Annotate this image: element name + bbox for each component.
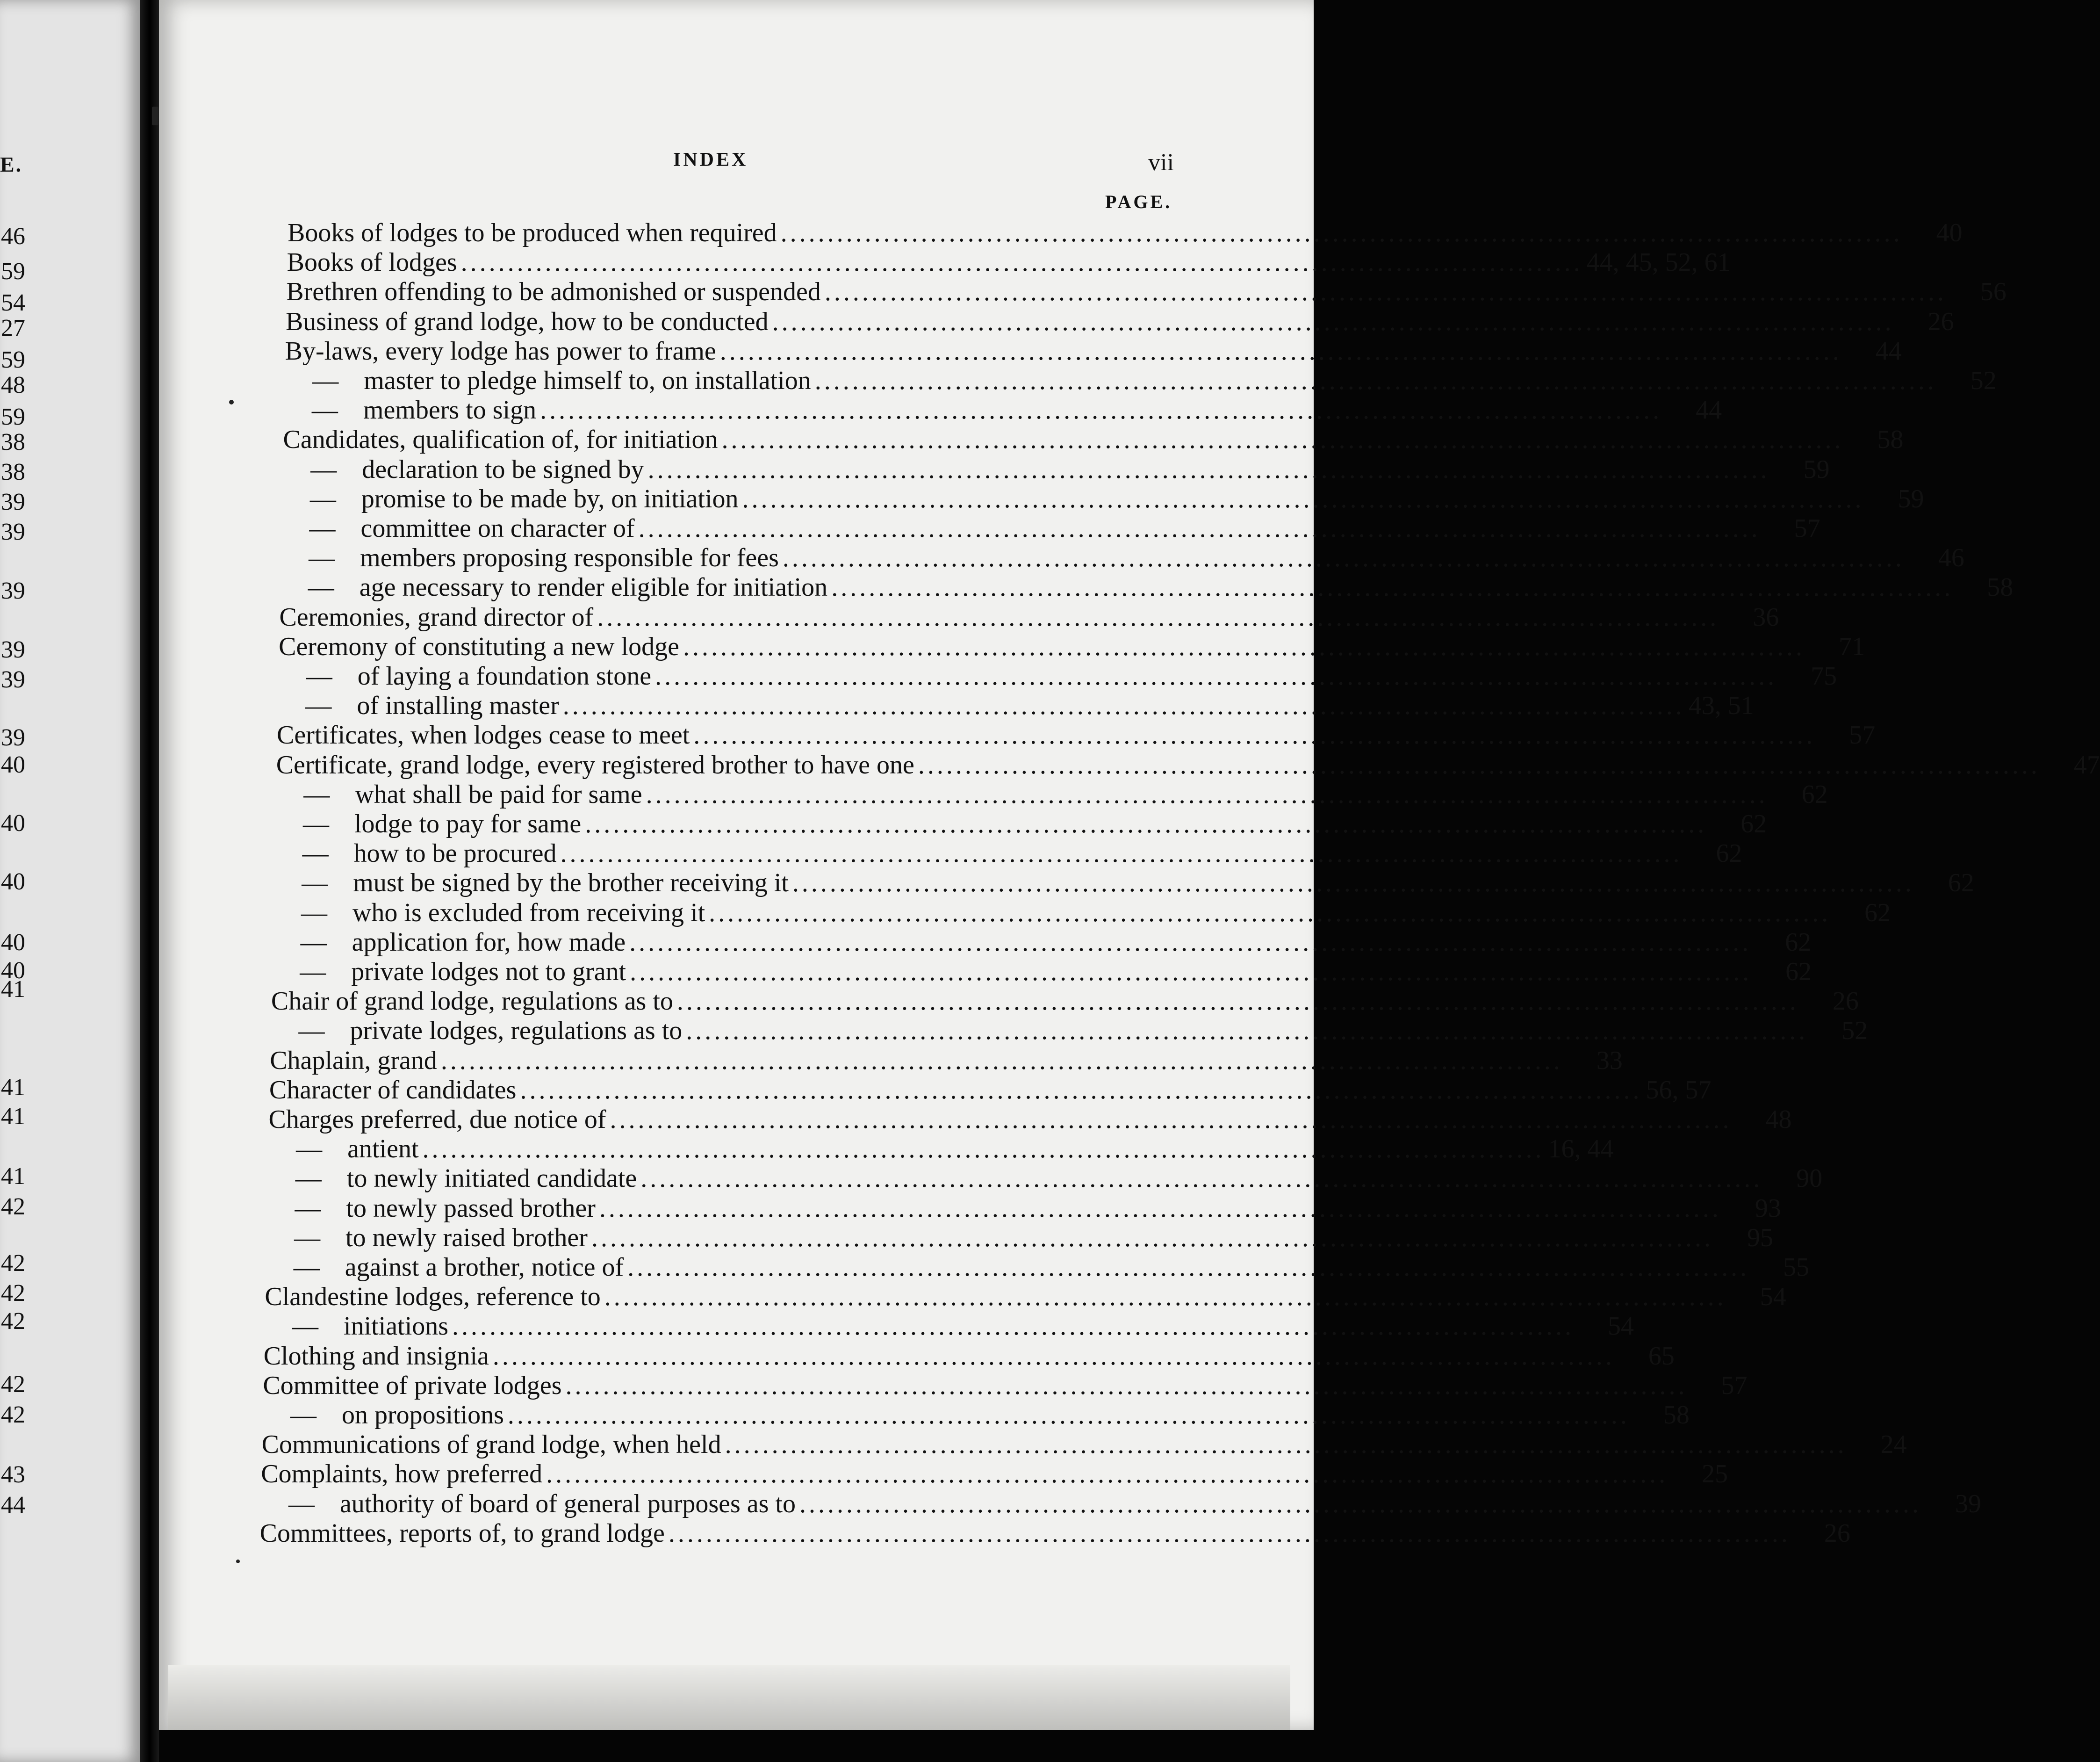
index-entry <box>280 572 2014 602</box>
dot-leader: ........................................................................................................................ <box>520 1075 1642 1105</box>
dot-leader: ........................................................................................................................ <box>540 396 1662 425</box>
subentry-dash: — <box>306 662 332 691</box>
facing-page-number: 41 <box>1 1103 25 1130</box>
page-reference: 62 <box>1948 868 1974 898</box>
facing-page-number: 38 <box>1 429 25 455</box>
subentry-text: age necessary to render eligible for initiation <box>359 573 828 602</box>
page-reference: 93 <box>1755 1193 1781 1223</box>
index-entry <box>272 957 1812 987</box>
subentry-dash: — <box>288 1489 315 1518</box>
facing-page-number: 40 <box>1 868 25 895</box>
entry-text: Candidates, qualification of, for initiation <box>283 425 718 455</box>
index-entry <box>285 307 1954 337</box>
dot-leader: ........................................................................................................................ <box>507 1401 1630 1430</box>
subentry-text: to newly initiated candidate <box>346 1164 637 1193</box>
index-entry <box>273 898 1891 928</box>
entry-text: Complaints, how preferred <box>261 1459 543 1489</box>
subentry-dash: — <box>309 514 336 543</box>
index-entry <box>279 602 1779 632</box>
dot-leader: ........................................................................................................................ <box>792 868 1914 898</box>
subentry-dash: — <box>311 396 338 425</box>
dot-leader: ........................................................................................................................ <box>591 1223 1713 1252</box>
index-entry <box>259 1518 1850 1548</box>
entry-text: Committee of private lodges <box>263 1371 562 1400</box>
dot-leader: ........................................................................................................................ <box>814 366 1937 395</box>
page-reference: 43, 51 <box>1688 691 1754 721</box>
subentry-dash: — <box>308 573 334 602</box>
page-reference: 44 <box>1696 396 1722 425</box>
index-entry <box>263 1341 1675 1371</box>
page-reference: 59 <box>1803 455 1830 484</box>
page-folio: vii <box>1148 149 1174 176</box>
dot-leader: ........................................................................................................................ <box>725 1430 1847 1459</box>
facing-page-number: 38 <box>1 459 25 485</box>
dot-leader: ........................................................................................................................ <box>693 721 1816 750</box>
page-reference: 62 <box>1864 898 1891 927</box>
index-entry <box>266 1193 1781 1223</box>
subentry-dash: — <box>300 927 327 957</box>
index-entry <box>285 336 1902 366</box>
page-reference: 47 <box>2073 750 2100 780</box>
subentry-dash: — <box>292 1312 319 1341</box>
subentry-dash: — <box>295 1193 321 1223</box>
subentry-dash: — <box>296 1134 323 1164</box>
dot-leader: ........................................................................................................................ <box>647 455 1770 484</box>
entry-text: Brethren offending to be admonished or suspended <box>286 277 821 307</box>
page-reference: 90 <box>1796 1164 1823 1193</box>
page-reference: 36 <box>1753 602 1779 632</box>
subentry-dash: — <box>298 1016 325 1046</box>
dot-leader: ........................................................................................................................ <box>780 218 1903 247</box>
index-entry <box>287 247 1731 277</box>
subentry-text: private lodges not to grant <box>351 957 626 986</box>
subentry-dash: — <box>290 1401 316 1430</box>
facing-page-number: 39 <box>1 578 25 604</box>
dot-leader: ........................................................................................................................ <box>452 1312 1575 1341</box>
facing-page-number: 41 <box>1 1074 25 1101</box>
subentry-text: members to sign <box>363 396 537 425</box>
dot-leader: ........................................................................................................................ <box>599 1193 1721 1223</box>
subentry-text: what shall be paid for same <box>355 780 642 809</box>
subentry-dash: — <box>300 957 326 986</box>
page-reference: 62 <box>1801 780 1828 809</box>
index-entry <box>276 750 2100 780</box>
page-reference: 24 <box>1880 1430 1907 1459</box>
index-entry <box>281 513 1820 543</box>
subentry-dash: — <box>293 1253 320 1282</box>
dot-leader: ........................................................................................................................ <box>918 750 2040 780</box>
facing-page-number: 41 <box>1 1163 25 1190</box>
dot-leader: ........................................................................................................................ <box>440 1046 1563 1075</box>
index-entry <box>261 1430 1907 1459</box>
subentry-text: to newly raised brother <box>345 1223 588 1252</box>
subentry-text: declaration to be signed by <box>362 455 644 484</box>
facing-page-fragment <box>0 0 140 1762</box>
index-entry <box>278 661 1837 691</box>
page-reference: 57 <box>1794 514 1820 543</box>
entry-text: Business of grand lodge, how to be conducted <box>285 307 769 336</box>
dot-leader: ........................................................................................................................ <box>638 514 1761 543</box>
dot-leader: ........................................................................................................................ <box>640 1164 1763 1193</box>
dot-leader: ........................................................................................................................ <box>585 809 1707 838</box>
subentry-dash: — <box>310 455 337 484</box>
page-reference: 62 <box>1740 809 1767 838</box>
index-entry <box>267 1163 1823 1193</box>
index-entry <box>268 1105 1792 1134</box>
page-reference: 56, 57 <box>1646 1075 1712 1105</box>
dot-leader: ........................................................................................................................ <box>824 277 1947 307</box>
entry-text: Chair of grand lodge, regulations as to <box>271 987 673 1016</box>
ink-speck <box>229 400 234 404</box>
dot-leader: ........................................................................................................................ <box>831 573 1954 602</box>
facing-page-number: 42 <box>1 1250 25 1277</box>
dot-leader: ........................................................................................................................ <box>604 1282 1726 1312</box>
dot-leader: ........................................................................................................................ <box>629 927 1752 957</box>
subentry-text: to newly passed brother <box>346 1193 596 1223</box>
running-head: INDEX <box>673 149 748 171</box>
dot-leader: ........................................................................................................................ <box>686 1016 1808 1046</box>
subentry-text: who is excluded from receiving it <box>352 898 705 927</box>
page-reference: 57 <box>1721 1371 1748 1400</box>
ink-speck <box>236 1560 240 1563</box>
dot-leader: ........................................................................................................................ <box>646 780 1768 809</box>
subentry-text: of laying a foundation stone <box>357 662 652 691</box>
facing-page-header: E. <box>0 152 23 176</box>
index-entry <box>283 425 1904 455</box>
entry-text: Clothing and insignia <box>263 1341 489 1371</box>
index-entry <box>277 720 1876 750</box>
index-entry <box>275 780 1828 809</box>
subentry-dash: — <box>305 691 332 721</box>
index-entry <box>280 543 1964 573</box>
index-entry <box>279 632 1865 662</box>
index-entry <box>273 927 1812 957</box>
dot-leader: ........................................................................................................................ <box>560 839 1683 868</box>
subentry-text: master to pledge himself to, on installation <box>364 366 811 395</box>
index-entry <box>271 1016 1868 1046</box>
index-entry <box>269 1075 1712 1105</box>
page-reference: 52 <box>1841 1016 1868 1046</box>
subentry-dash: — <box>295 1164 322 1193</box>
index-entry <box>260 1489 1981 1519</box>
facing-page-number: 39 <box>1 519 25 545</box>
facing-page-number: 48 <box>1 372 25 398</box>
dot-leader: ........................................................................................................................ <box>668 1518 1791 1548</box>
entry-text: By-laws, every lodge has power to frame <box>285 336 716 366</box>
index-entry <box>274 838 1742 868</box>
dot-leader: ........................................................................................................................ <box>709 898 1831 927</box>
subentry-dash: — <box>303 809 329 838</box>
page-reference: 71 <box>1839 632 1865 661</box>
dot-leader: ........................................................................................................................ <box>655 662 1777 691</box>
book-gutter <box>140 0 159 1762</box>
index-entry <box>286 277 2007 307</box>
subentry-dash: — <box>302 839 329 868</box>
facing-page-number: 59 <box>1 347 25 373</box>
subentry-dash: — <box>301 898 327 927</box>
page-reference: 54 <box>1608 1312 1634 1341</box>
page-reference: 48 <box>1765 1105 1792 1134</box>
entry-text: Ceremony of constituting a new lodge <box>279 632 680 661</box>
subentry-dash: — <box>302 868 328 898</box>
dot-leader: ........................................................................................................................ <box>627 1253 1750 1282</box>
page-reference: 75 <box>1811 662 1837 691</box>
subentry-dash: — <box>309 543 335 573</box>
entry-text: Books of lodges to be produced when required <box>288 218 777 247</box>
dot-leader: ........................................................................................................................ <box>597 602 1719 632</box>
page-reference: 58 <box>1663 1401 1690 1430</box>
index-entry <box>288 218 1963 248</box>
index-entry <box>264 1311 1634 1341</box>
facing-page-number: 40 <box>1 810 25 837</box>
entry-text: Certificates, when lodges cease to meet <box>277 721 690 750</box>
page-reference: 57 <box>1849 721 1876 750</box>
dot-leader: ........................................................................................................................ <box>422 1134 1545 1164</box>
dot-leader: ........................................................................................................................ <box>492 1341 1615 1371</box>
page-reference: 26 <box>1824 1518 1850 1548</box>
entry-text: Communications of grand lodge, when held <box>261 1430 721 1459</box>
subentry-dash: — <box>312 366 339 395</box>
subentry-text: committee on character of <box>360 514 635 543</box>
subentry-text: must be signed by the brother receiving it <box>353 868 789 898</box>
index-entry <box>282 484 1924 514</box>
dot-leader: ........................................................................................................................ <box>460 248 1583 277</box>
page-reference: 58 <box>1987 573 2014 602</box>
subentry-text: antient <box>347 1134 419 1164</box>
index-entry <box>268 1134 1614 1164</box>
entry-text: Chaplain, grand <box>270 1046 437 1075</box>
page-reference: 55 <box>1783 1253 1810 1282</box>
facing-page-number: 39 <box>1 636 25 663</box>
subentry-dash: — <box>303 780 330 809</box>
entry-text: Certificate, grand lodge, every registered brother to have one <box>276 750 914 780</box>
page-reference: 44 <box>1875 336 1902 366</box>
facing-page-number: 59 <box>1 258 25 285</box>
index-entry <box>282 455 1830 484</box>
dot-leader: ........................................................................................................................ <box>742 484 1864 513</box>
page-reference: 58 <box>1877 425 1904 455</box>
index-entry <box>270 1046 1623 1076</box>
index-entry <box>273 868 1974 898</box>
index-entry <box>266 1252 1810 1282</box>
facing-page-number: 42 <box>1 1401 25 1428</box>
entry-text: Ceremonies, grand director of <box>279 602 594 632</box>
facing-page-number: 44 <box>1 1492 25 1518</box>
page-reference: 56 <box>1980 277 2007 307</box>
subentry-text: private lodges, regulations as to <box>350 1016 683 1046</box>
dot-leader: ........................................................................................................................ <box>565 1371 1688 1400</box>
index-entry <box>266 1223 1773 1253</box>
page-reference: 26 <box>1927 307 1954 336</box>
entry-text: Books of lodges <box>287 248 457 277</box>
page-column-label: PAGE. <box>1105 191 1172 212</box>
facing-page-number: 40 <box>1 751 25 778</box>
subentry-dash: — <box>309 484 336 513</box>
entry-text: Charges preferred, due notice of <box>268 1105 606 1134</box>
page-reference: 59 <box>1898 484 1924 513</box>
subentry-dash: — <box>294 1223 321 1252</box>
facing-page-number: 46 <box>1 223 25 250</box>
page-reference: 54 <box>1760 1282 1786 1312</box>
facing-page-number: 42 <box>1 1280 25 1307</box>
dot-leader: ........................................................................................................................ <box>799 1489 1921 1518</box>
facing-page-number: 42 <box>1 1371 25 1398</box>
subentry-text: authority of board of general purposes as to <box>339 1489 796 1518</box>
page-reference: 62 <box>1785 927 1812 957</box>
page-reference: 52 <box>1970 366 1997 395</box>
index-entry <box>277 691 1754 721</box>
facing-page-number: 27 <box>1 315 25 341</box>
index-entry <box>284 395 1722 425</box>
dot-leader: ........................................................................................................................ <box>721 425 1844 455</box>
page-bottom-edge <box>168 1665 1290 1730</box>
facing-page-number: 59 <box>1 404 25 430</box>
facing-page-number: 39 <box>1 489 25 515</box>
subentry-text: of installing master <box>357 691 559 721</box>
subentry-text: how to be procured <box>353 839 557 868</box>
facing-page-number: 41 <box>1 976 25 1003</box>
ink-speck <box>152 107 158 125</box>
dot-leader: ........................................................................................................................ <box>683 632 1805 661</box>
index-entry <box>262 1400 1690 1430</box>
facing-page-number: 43 <box>1 1461 25 1488</box>
page-reference: 16, 44 <box>1548 1134 1614 1164</box>
dot-leader: ........................................................................................................................ <box>630 957 1752 986</box>
page-reference: 39 <box>1955 1489 1981 1518</box>
page-reference: 26 <box>1832 987 1859 1016</box>
subentry-text: lodge to pay for same <box>354 809 582 838</box>
page-reference: 33 <box>1596 1046 1623 1075</box>
entry-text: Character of candidates <box>269 1075 517 1105</box>
entry-text: Committees, reports of, to grand lodge <box>259 1518 665 1548</box>
dot-leader: ........................................................................................................................ <box>772 307 1894 336</box>
dot-leader: ........................................................................................................................ <box>546 1459 1668 1489</box>
dot-leader: ........................................................................................................................ <box>562 691 1685 721</box>
facing-page-number: 39 <box>1 724 25 751</box>
page-reference: 44, 45, 52, 61 <box>1586 248 1731 277</box>
subentry-text: members proposing responsible for fees <box>360 543 779 573</box>
subentry-text: application for, how made <box>352 927 626 957</box>
entry-text: Clandestine lodges, reference to <box>265 1282 601 1312</box>
index-entry <box>284 366 1997 396</box>
dot-leader: ........................................................................................................................ <box>719 336 1842 366</box>
subentry-text: against a brother, notice of <box>345 1253 624 1282</box>
facing-page-number: 40 <box>1 929 25 956</box>
index-entry <box>261 1459 1728 1489</box>
subentry-text: promise to be made by, on initiation <box>361 484 739 513</box>
subentry-text: initiations <box>344 1312 449 1341</box>
subentry-text: on propositions <box>342 1401 504 1430</box>
facing-page-number: 39 <box>1 666 25 693</box>
page-reference: 40 <box>1936 218 1963 247</box>
dot-leader: ........................................................................................................................ <box>610 1105 1732 1134</box>
facing-page-number: 42 <box>1 1193 25 1220</box>
index-entry <box>265 1282 1786 1312</box>
dot-leader: ........................................................................................................................ <box>782 543 1905 573</box>
index-entry <box>271 986 1859 1016</box>
index-entry <box>263 1371 1748 1401</box>
facing-page-number: 40 <box>1 957 25 984</box>
page-reference: 25 <box>1702 1459 1728 1489</box>
facing-page-number: 54 <box>1 289 25 316</box>
page-reference: 95 <box>1747 1223 1773 1252</box>
index-entry <box>275 809 1767 839</box>
facing-page-number: 42 <box>1 1308 25 1335</box>
dot-leader: ........................................................................................................................ <box>676 987 1799 1016</box>
page-reference: 62 <box>1785 957 1812 986</box>
page-reference: 65 <box>1648 1341 1675 1371</box>
page-reference: 46 <box>1938 543 1964 573</box>
page-reference: 62 <box>1716 839 1742 868</box>
